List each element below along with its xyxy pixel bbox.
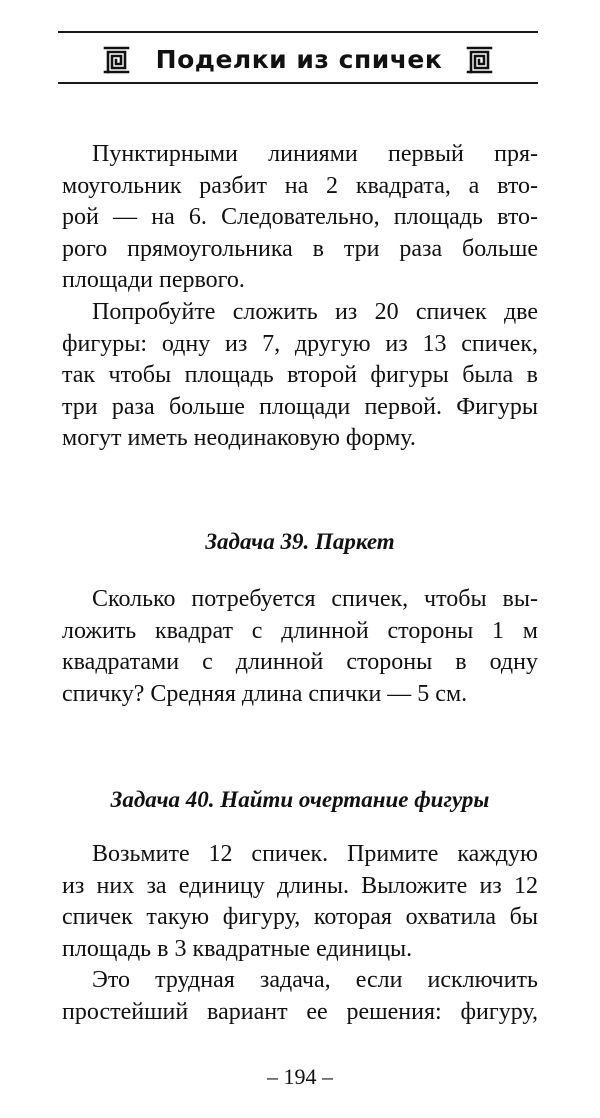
text-line: Возьмите 12 спичек. Примите каждую xyxy=(92,841,538,867)
text-line: из них за единицу длины. Выложите из 12 xyxy=(62,872,538,899)
task-40-heading: Задача 40. Найти очертание фигуры xyxy=(110,787,490,812)
text-line: спичку? Средняя длина спички — 5 см. xyxy=(62,680,468,707)
text-line: площади первого. xyxy=(62,267,245,294)
task-40-text xyxy=(62,839,538,1029)
text-line: Это трудная задача, если исключить xyxy=(92,967,538,994)
header-top-rule xyxy=(58,31,538,33)
page-number: – 194 – xyxy=(267,1064,333,1089)
text-line: ложить квадрат с длинной стороны 1 м xyxy=(62,617,538,644)
greek-key-ornament-icon xyxy=(103,46,130,74)
intro-text xyxy=(62,139,538,455)
greek-key-ornament-icon xyxy=(466,46,493,74)
task-39-heading: Задача 39. Паркет xyxy=(205,529,395,554)
running-header xyxy=(58,40,538,80)
text-line: квадратами с длинной стороны в одну xyxy=(62,649,538,676)
paragraph xyxy=(62,839,538,965)
header-bottom-rule xyxy=(58,82,538,84)
text-line: могут иметь неодинаковую форму. xyxy=(62,425,416,452)
paragraph xyxy=(62,297,538,455)
text-line: спичек такую фигуру, которая охватила бы xyxy=(62,904,538,931)
text-line: рой — на 6. Следовательно, площадь вто- xyxy=(62,204,538,231)
text-line: моугольник разбит на 2 квадрата, а вто- xyxy=(62,172,538,199)
task-39-text xyxy=(62,584,538,710)
text-line: площадь в 3 квадратные единицы. xyxy=(62,935,413,962)
text-line: рого прямоугольника в три раза больше xyxy=(62,235,538,262)
paragraph xyxy=(62,965,538,1028)
paragraph xyxy=(62,139,538,297)
running-header-title: Поделки из спичек xyxy=(155,44,443,74)
text-line: так чтобы площадь второй фигуры была в xyxy=(62,362,538,389)
text-line: Пунктирными линиями первый пря- xyxy=(92,141,538,167)
paragraph xyxy=(62,584,538,710)
text-line: простейший вариант ее решения: фигуру, xyxy=(62,998,538,1025)
text-line: три раза больше площади первой. Фигуры xyxy=(62,393,538,420)
text-line: Сколько потребуется спичек, чтобы вы- xyxy=(92,586,538,612)
text-line: Попробуйте сложить из 20 спичек две xyxy=(92,298,538,325)
text-line: фигуры: одну из 7, другую из 13 спичек, xyxy=(62,330,538,357)
